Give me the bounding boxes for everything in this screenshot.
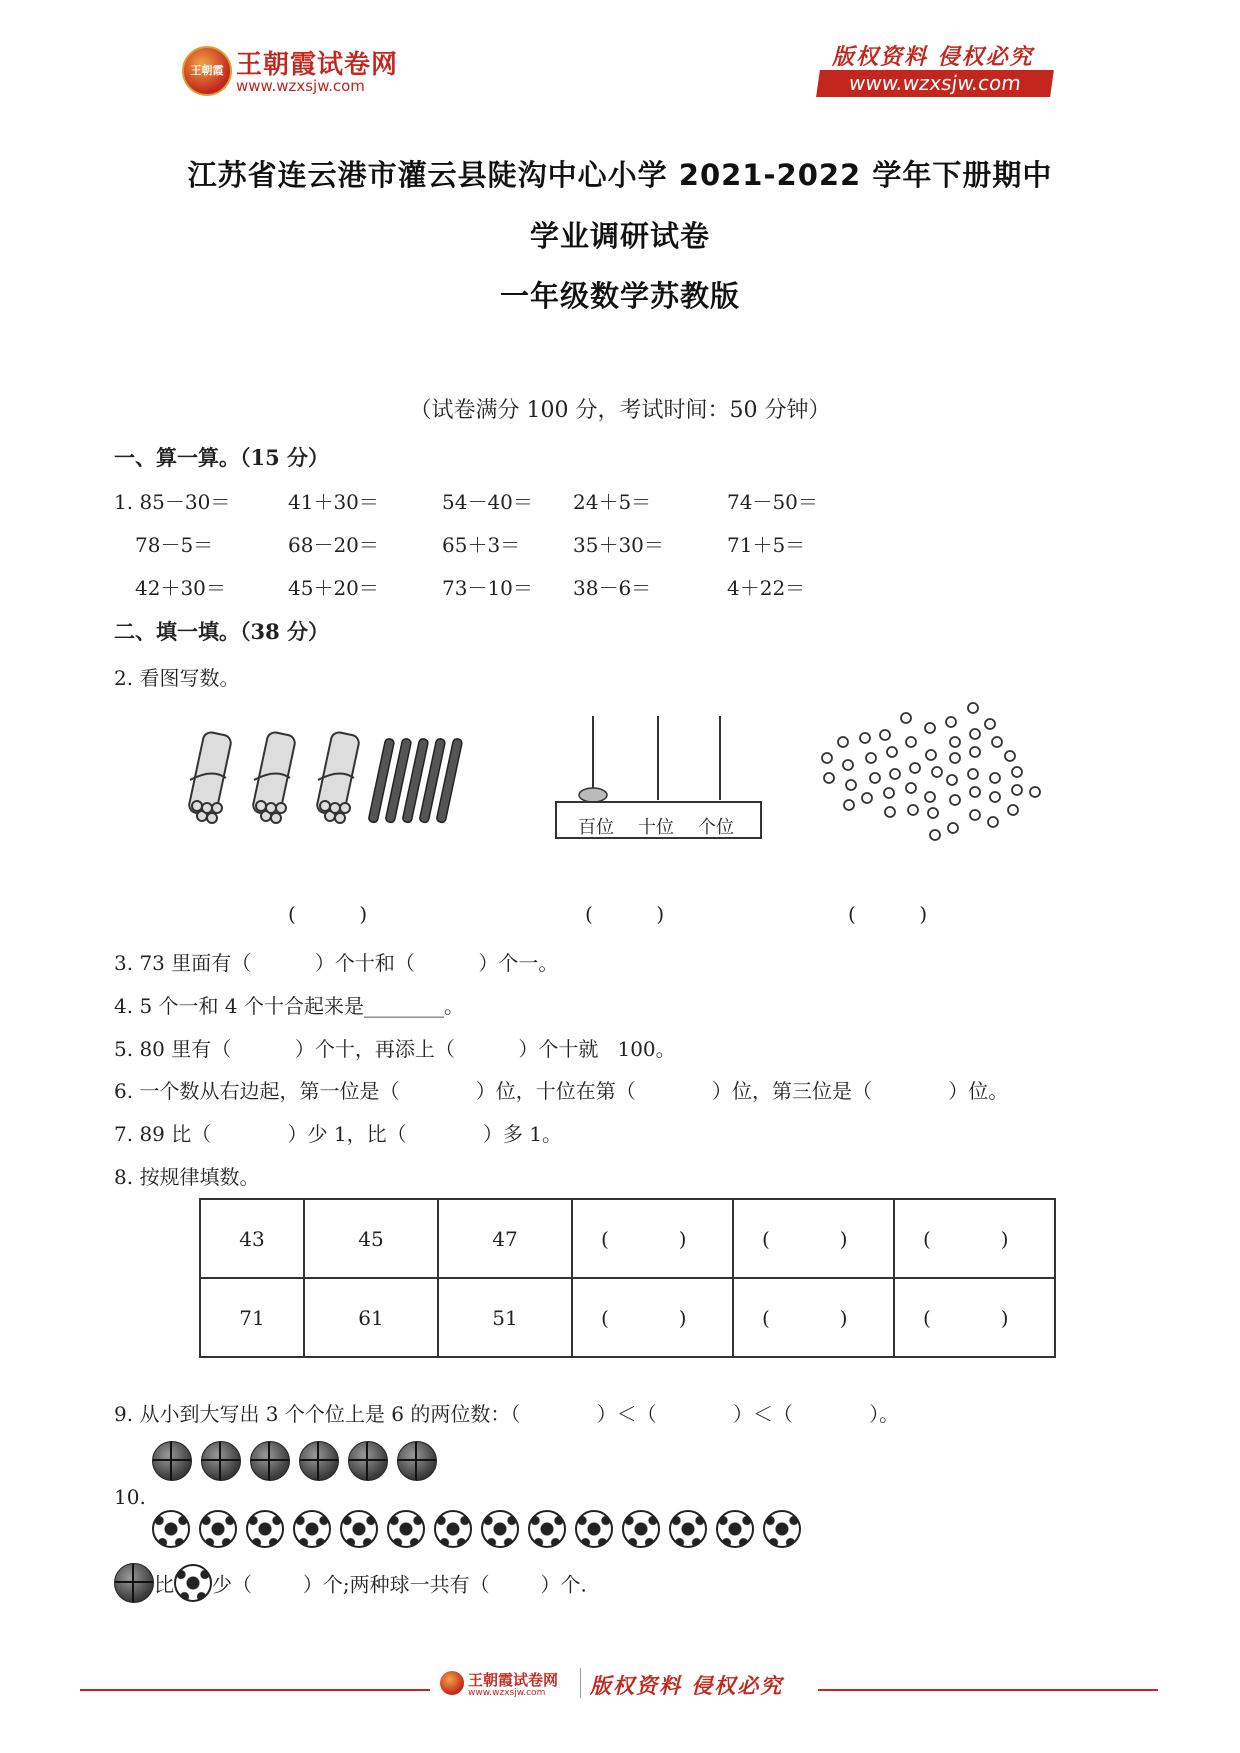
- site-logo-name: 王朝霞试卷网: [236, 50, 399, 80]
- exam-title-line1: 江苏省连云港市灌云县陡沟中心小学 2021-2022 学年下册期中: [187, 158, 1053, 192]
- calc-item: 54－40＝: [442, 490, 533, 514]
- url-banner: www.wzxsjw.com: [816, 70, 1054, 97]
- question-10-line: [114, 1563, 587, 1603]
- soccer-ball-icon: [763, 1510, 801, 1548]
- question-3: 3. 73 里面有（ ）个十和（ ）个一。: [114, 951, 559, 975]
- count-circle: [970, 729, 980, 739]
- basketball-row: [152, 1441, 446, 1481]
- footer-separator: [580, 1668, 581, 1698]
- count-circle: [925, 792, 935, 802]
- soccer-ball-row: [152, 1510, 810, 1548]
- calc-item: 24＋5＝: [573, 490, 652, 514]
- count-circle: [908, 805, 918, 815]
- soccer-ball-icon: [716, 1510, 754, 1548]
- basketball-icon: [299, 1441, 339, 1481]
- count-circle: [970, 747, 980, 757]
- exam-title-line3: 一年级数学苏教版: [499, 279, 740, 313]
- count-circle: [947, 775, 957, 785]
- count-circle: [1030, 787, 1040, 797]
- question-4: 4. 5 个一和 4 个十合起来是________。: [114, 994, 464, 1018]
- count-circle: [950, 753, 960, 763]
- count-circle: [925, 723, 935, 733]
- soccer-ball-icon: [622, 1510, 660, 1548]
- calc-item: 42＋30＝: [135, 576, 226, 600]
- calc-item: 38－6＝: [573, 576, 652, 600]
- calc-item: 1. 85－30＝: [114, 490, 231, 514]
- table-blank-cell[interactable]: ( ): [572, 1278, 733, 1357]
- stick-bundle: [252, 731, 296, 823]
- basketball-icon: [348, 1441, 388, 1481]
- table-blank-cell[interactable]: ( ): [733, 1199, 894, 1278]
- count-circle: [866, 753, 876, 763]
- count-circle: [906, 737, 916, 747]
- count-circle: [990, 792, 1000, 802]
- count-circle: [843, 760, 853, 770]
- basketball-icon: [397, 1441, 437, 1481]
- number-pattern-table: [199, 1198, 1056, 1358]
- count-circle: [946, 717, 956, 727]
- question-10-number: 10.: [114, 1485, 146, 1509]
- soccer-ball-icon: [528, 1510, 566, 1548]
- footer-logo-url: www.wzxsjw.com: [468, 1688, 546, 1698]
- count-circle: [970, 787, 980, 797]
- count-circle: [887, 747, 897, 757]
- abacus-label-hundreds: 百位: [578, 817, 614, 838]
- footer-divider-right: [818, 1689, 1158, 1691]
- calc-item: 71＋5＝: [727, 533, 806, 557]
- single-stick: [368, 738, 462, 823]
- soccer-ball-icon: [293, 1510, 331, 1548]
- table-blank-cell[interactable]: ( ): [894, 1278, 1055, 1357]
- table-cell: 51: [438, 1278, 572, 1357]
- soccer-ball-icon: [152, 1510, 190, 1548]
- table-blank-cell[interactable]: ( ): [894, 1199, 1055, 1278]
- footer-logo-icon: [440, 1671, 464, 1695]
- count-circle: [968, 703, 978, 713]
- count-circle: [928, 808, 938, 818]
- basketball-icon: [114, 1563, 154, 1603]
- calc-item: 41＋30＝: [288, 490, 379, 514]
- soccer-ball-icon: [434, 1510, 472, 1548]
- count-circle: [846, 780, 856, 790]
- answer-blank-circles[interactable]: ( ): [848, 902, 928, 926]
- soccer-ball-icon: [575, 1510, 613, 1548]
- count-circle: [844, 800, 854, 810]
- question-5: 5. 80 里有（ ）个十，再添上（ ）个十就 100。: [114, 1037, 676, 1061]
- stick-bundle: [316, 731, 360, 823]
- footer-divider-left: [80, 1689, 430, 1691]
- question-8: 8. 按规律填数。: [114, 1165, 260, 1189]
- count-circle: [968, 769, 978, 779]
- table-cell: 61: [304, 1278, 438, 1357]
- soccer-ball-icon: [340, 1510, 378, 1548]
- count-circle: [1012, 767, 1022, 777]
- calc-item: 68－20＝: [288, 533, 379, 557]
- soccer-ball-icon: [669, 1510, 707, 1548]
- soccer-ball-icon: [481, 1510, 519, 1548]
- count-circle: [1005, 751, 1015, 761]
- abacus-bead: [579, 788, 607, 802]
- site-logo-url: www.wzxsjw.com: [236, 77, 365, 95]
- count-circle: [910, 763, 920, 773]
- count-circle: [932, 767, 942, 777]
- question-2: 2. 看图写数。: [114, 666, 240, 690]
- count-circle: [1012, 785, 1022, 795]
- count-circle: [970, 810, 980, 820]
- table-row: [200, 1278, 1055, 1357]
- calc-item: 4＋22＝: [727, 576, 806, 600]
- stick-bundle: [188, 731, 232, 823]
- count-circle: [870, 773, 880, 783]
- logo-badge-text: 王朝霞: [190, 64, 224, 77]
- abacus-label-tens: 十位: [638, 817, 674, 838]
- calc-item: 65＋3＝: [442, 533, 521, 557]
- basketball-icon: [250, 1441, 290, 1481]
- count-circle: [950, 737, 960, 747]
- count-circle: [988, 817, 998, 827]
- abacus-label-ones: 个位: [698, 817, 734, 838]
- table-cell: 47: [438, 1199, 572, 1278]
- answer-blank-sticks[interactable]: ( ): [288, 902, 368, 926]
- soccer-ball-icon: [246, 1510, 284, 1548]
- count-circle: [1008, 805, 1018, 815]
- calc-item: 45＋20＝: [288, 576, 379, 600]
- question-10-text: 少（ ）个;两种球一共有（ ）个.: [212, 1572, 587, 1597]
- soccer-ball-icon: [199, 1510, 237, 1548]
- count-circle: [950, 795, 960, 805]
- count-circle: [992, 737, 1002, 747]
- table-blank-cell[interactable]: ( ): [572, 1199, 733, 1278]
- question-7: 7. 89 比（ ）少 1，比（ ）多 1。: [114, 1122, 562, 1146]
- count-circle: [862, 793, 872, 803]
- count-circle: [885, 807, 895, 817]
- stick-bundles-figure: [182, 728, 482, 830]
- footer-logo-name: 王朝霞试卷网: [468, 1671, 559, 1689]
- footer-copyright: 版权资料 侵权必究: [590, 1673, 784, 1698]
- basketball-icon: [152, 1441, 192, 1481]
- calc-item: 73－10＝: [442, 576, 533, 600]
- basketball-icon: [201, 1441, 241, 1481]
- count-circle: [838, 737, 848, 747]
- exam-info: （试卷满分 100 分，考试时间：50 分钟）: [409, 398, 831, 423]
- count-circle: [948, 823, 958, 833]
- question-9: 9. 从小到大写出 3 个个位上是 6 的两位数：（ ）＜（ ）＜（ ）。: [114, 1402, 900, 1426]
- count-circle: [860, 733, 870, 743]
- soccer-ball-icon: [387, 1510, 425, 1548]
- count-circle: [990, 773, 1000, 783]
- table-blank-cell[interactable]: ( ): [733, 1278, 894, 1357]
- count-circle: [926, 750, 936, 760]
- count-circle: [890, 769, 900, 779]
- answer-blank-abacus[interactable]: ( ): [585, 902, 665, 926]
- copyright-notice: 版权资料 侵权必究: [832, 44, 1034, 70]
- count-circle: [906, 783, 916, 793]
- count-circle: [880, 730, 890, 740]
- circles-figure: [805, 700, 1070, 855]
- soccer-ball-icon: [174, 1564, 212, 1602]
- table-cell: 71: [200, 1278, 304, 1357]
- count-circle: [985, 719, 995, 729]
- question-6: 6. 一个数从右边起，第一位是（ ）位，十位在第（ ）位，第三位是（ ）位。: [114, 1079, 1009, 1103]
- count-circle: [824, 773, 834, 783]
- calc-item: 74－50＝: [727, 490, 818, 514]
- compare-word: 比: [154, 1572, 174, 1597]
- count-circle: [822, 753, 832, 763]
- calc-item: 35＋30＝: [573, 533, 664, 557]
- count-circle: [884, 788, 894, 798]
- section1-heading: 一、算一算。（15 分）: [114, 445, 330, 470]
- table-cell: 43: [200, 1199, 304, 1278]
- table-row: [200, 1199, 1055, 1278]
- exam-title-line2: 学业调研试卷: [529, 219, 710, 253]
- logo-badge: [182, 46, 232, 96]
- count-circle: [901, 713, 911, 723]
- section2-heading: 二、填一填。（38 分）: [114, 619, 330, 644]
- table-cell: 45: [304, 1199, 438, 1278]
- calc-item: 78－5＝: [135, 533, 214, 557]
- count-circle: [930, 830, 940, 840]
